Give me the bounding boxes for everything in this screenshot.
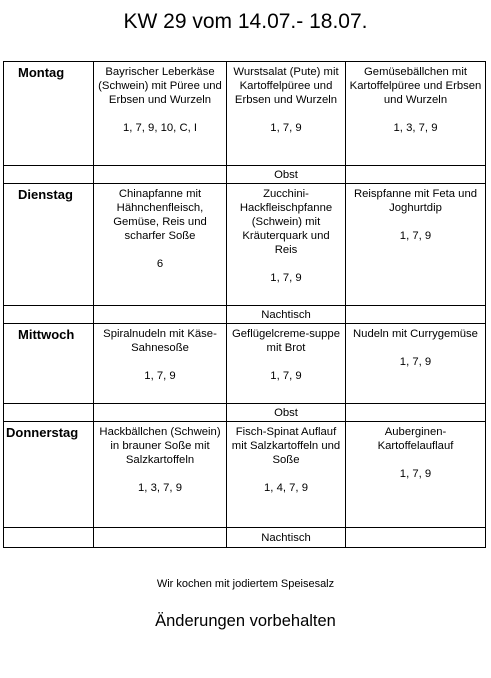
day-label: Montag bbox=[4, 62, 94, 166]
salt-note: Wir kochen mit jodiertem Speisesalz bbox=[156, 578, 335, 590]
menu-cell bbox=[346, 62, 486, 166]
dish-text: Wurstsalat (Pute) mit Kartoffelpüree und Erbsen und Wurzeln bbox=[233, 66, 339, 106]
menu-cell bbox=[227, 184, 346, 306]
extra-label: Nachtisch bbox=[227, 528, 346, 548]
dish-text: Spiralnudeln mit Käse-Sahnesoße bbox=[103, 328, 217, 354]
extra-row bbox=[4, 528, 486, 548]
allergen-codes: 1, 7, 9, 10, C, I bbox=[122, 122, 198, 134]
extra-label: Nachtisch bbox=[227, 306, 346, 324]
dish-text: Bayrischer Leberkäse (Schwein) mit Püree und Erbsen und Wurzeln bbox=[98, 66, 222, 106]
allergen-codes: 1, 7, 9 bbox=[399, 230, 432, 242]
allergen-codes: 1, 3, 7, 9 bbox=[393, 122, 438, 134]
allergen-codes: 1, 7, 9 bbox=[399, 468, 432, 480]
day-row-montag bbox=[4, 62, 486, 166]
menu-cell bbox=[227, 324, 346, 404]
extra-row bbox=[4, 166, 486, 184]
menu-cell bbox=[346, 422, 486, 528]
menu-cell bbox=[94, 184, 227, 306]
dish-text: Gemüsebällchen mit Kartoffelpüree und Erbsen und Wurzeln bbox=[349, 66, 482, 106]
dish-text: Auberginen-Kartoffelauflauf bbox=[377, 426, 454, 452]
day-row-dienstag bbox=[4, 184, 486, 306]
allergen-codes: 1, 7, 9 bbox=[399, 356, 432, 368]
day-row-mittwoch bbox=[4, 324, 486, 404]
menu-cell bbox=[94, 62, 227, 166]
extra-row bbox=[4, 404, 486, 422]
day-row-donnerstag bbox=[4, 422, 486, 528]
menu-cell bbox=[227, 422, 346, 528]
day-label: Donnerstag bbox=[4, 422, 94, 528]
allergen-codes: 1, 4, 7, 9 bbox=[264, 482, 308, 494]
allergen-codes: 1, 7, 9 bbox=[270, 370, 302, 382]
menu-cell bbox=[346, 184, 486, 306]
dish-text: Reispfanne mit Feta und Joghurtdip bbox=[353, 188, 478, 214]
allergen-codes: 1, 7, 9 bbox=[144, 370, 176, 382]
menu-cell bbox=[94, 422, 227, 528]
menu-cell bbox=[227, 62, 346, 166]
extra-label: Obst bbox=[227, 166, 346, 184]
dish-text: Geflügelcreme-suppe mit Brot bbox=[231, 328, 340, 354]
dish-text: Hackbällchen (Schwein) in brauner Soße mit Salzkartoffeln bbox=[99, 426, 221, 466]
dish-text: Fisch-Spinat Auflauf mit Salzkartoffeln und Soße bbox=[231, 426, 341, 466]
menu-cell bbox=[94, 324, 227, 404]
dish-text: Zucchini-Hackfleischpfanne (Schwein) mit Kräuterquark und Reis bbox=[239, 188, 333, 256]
dish-text: Chinapfanne mit Hähnchenfleisch, Gemüse, Reis und scharfer Soße bbox=[113, 188, 207, 242]
allergen-codes: 1, 7, 9 bbox=[270, 272, 302, 284]
dish-text: Nudeln mit Currygemüse bbox=[353, 328, 478, 340]
day-label: Dienstag bbox=[4, 184, 94, 306]
day-label: Mittwoch bbox=[4, 324, 94, 404]
menu-table bbox=[3, 61, 486, 548]
extra-label: Obst bbox=[227, 404, 346, 422]
allergen-codes: 6 bbox=[156, 258, 164, 270]
extra-row bbox=[4, 306, 486, 324]
allergen-codes: 1, 3, 7, 9 bbox=[138, 482, 182, 494]
allergen-codes: 1, 7, 9 bbox=[270, 122, 302, 134]
disclaimer: Änderungen vorbehalten bbox=[155, 612, 336, 630]
page-title: KW 29 vom 14.07.- 18.07. bbox=[123, 10, 368, 33]
menu-cell bbox=[346, 324, 486, 404]
